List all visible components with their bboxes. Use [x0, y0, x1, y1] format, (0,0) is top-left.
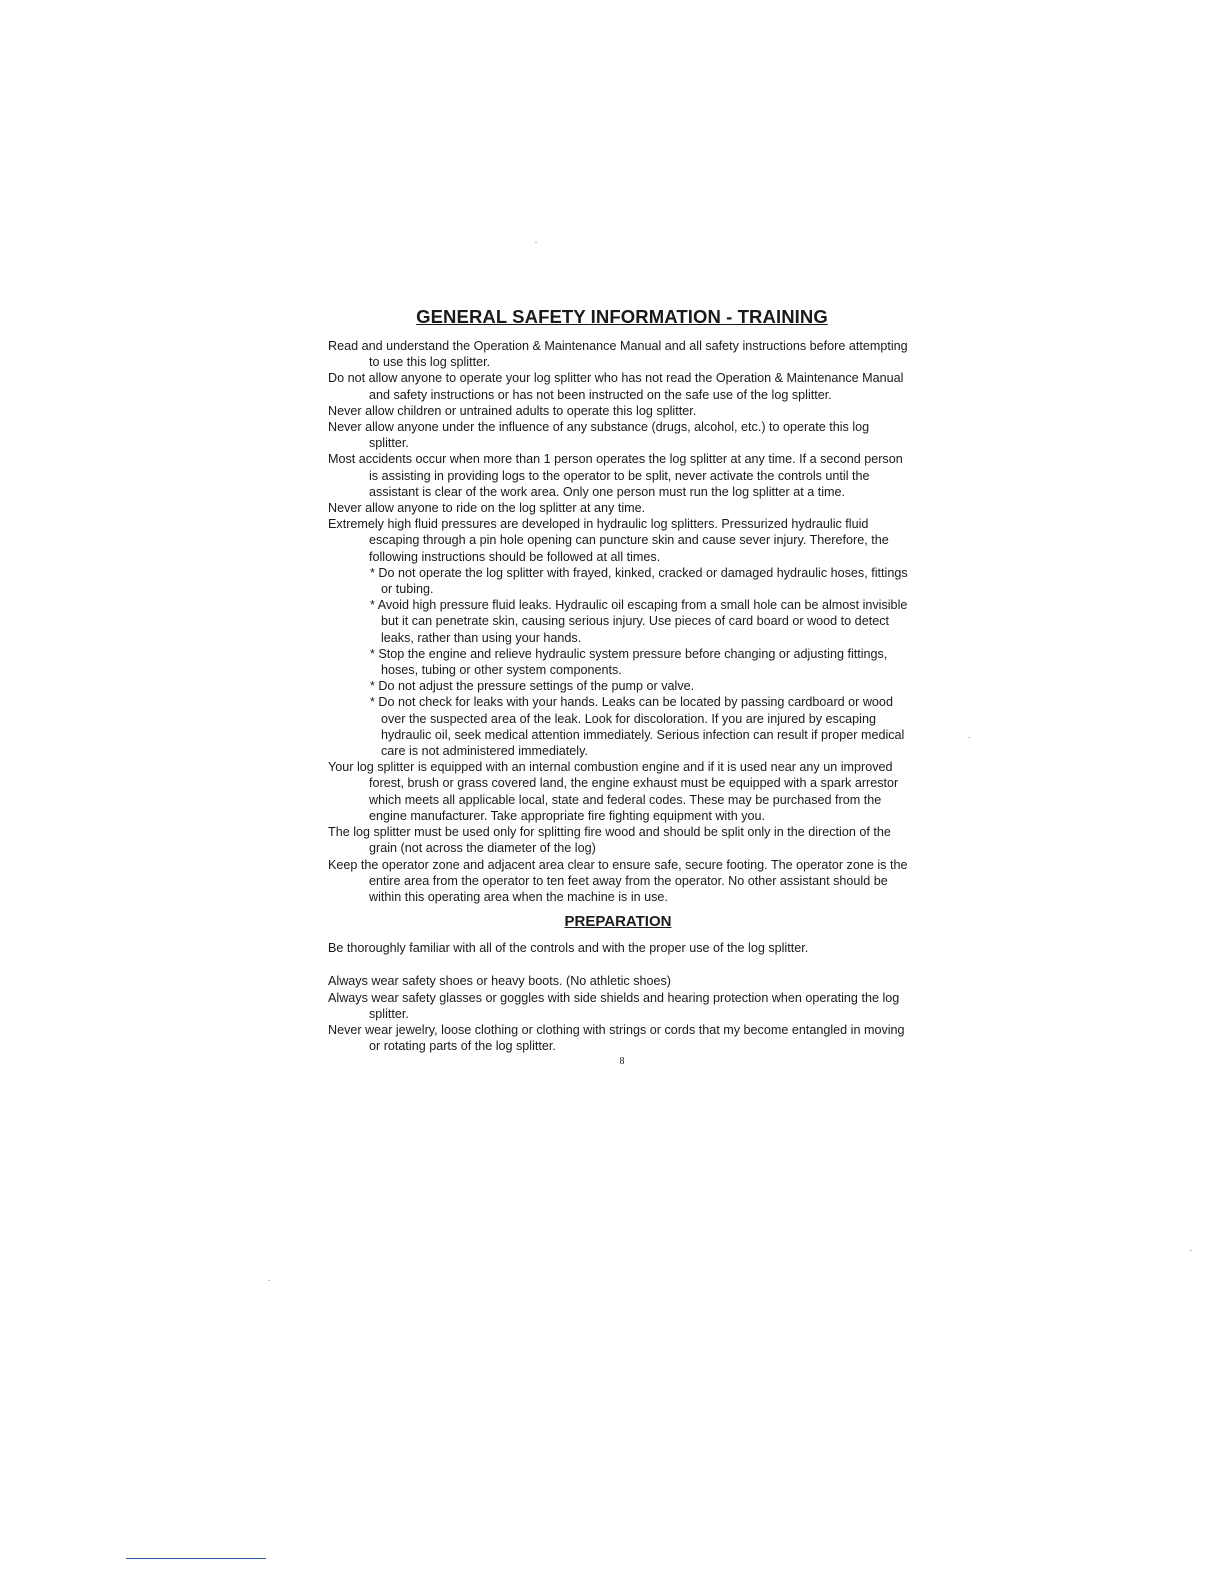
list-item: Your log splitter is equipped with an internal combustion engine and if it is used near any un improved forest, brush or grass covered land, the engine exhaust must be equipped with a spark arrestor which meets all applicable local, state and federal codes. These may be purchased from the engine manufacturer. Take appropriate fire fighting equipment with you.	[328, 760, 899, 823]
bullet-item: * Avoid high pressure fluid leaks. Hydraulic oil escaping from a small hole can be almost invisible but it can penetrate skin, causing serious injury. Use pieces of card board or wood to detect leaks, rather than using your hands.	[370, 598, 908, 645]
list-item: Never allow anyone under the influence of any substance (drugs, alcohol, etc.) to operate this log splitter.	[328, 420, 870, 451]
page-number: 8	[619, 1056, 625, 1068]
list-item: Most accidents occur when more than 1 person operates the log splitter at any time. If a second person is assisting in providing logs to the operator to be split, never activate the controls until the assistant is clear of the work area. Only one person must run the log splitter at a time.	[328, 452, 903, 499]
scan-edge-line	[126, 1558, 266, 1559]
list-item: Read and understand the Operation & Maintenance Manual and all safety instructions before attempting to use this log splitter.	[328, 339, 908, 370]
list-item: Extremely high fluid pressures are developed in hydraulic log splitters. Pressurized hydraulic fluid escaping through a pin hole opening can puncture skin and cause sever injury. Therefore, the following instructions should be followed at all times.	[328, 517, 889, 564]
scan-speck	[535, 242, 537, 243]
list-item: Always wear safety glasses or goggles with side shields and hearing protection when operating the log splitter.	[328, 990, 900, 1021]
scan-speck	[1190, 1250, 1192, 1251]
hydraulic-bullet-list	[328, 565, 908, 759]
scan-speck	[968, 737, 970, 738]
bullet-item: * Do not adjust the pressure settings of the pump or valve.	[370, 679, 695, 694]
preparation-section	[328, 940, 908, 1054]
list-item: Always wear safety shoes or heavy boots. (No athletic shoes)	[328, 974, 671, 989]
list-item: Never allow anyone to ride on the log splitter at any time.	[328, 501, 646, 516]
list-item: Never allow children or untrained adults to operate this log splitter.	[328, 403, 697, 418]
list-item: The log splitter must be used only for splitting fire wood and should be split only in the direction of the grain (not across the diameter of the log)	[328, 825, 891, 856]
list-item: Do not allow anyone to operate your log splitter who has not read the Operation & Maintenance Manual and safety instructions or has not been instructed on the safe use of the log splitter.	[328, 371, 904, 402]
preparation-heading: PREPARATION	[564, 913, 672, 931]
bullet-item: * Do not operate the log splitter with frayed, kinked, cracked or damaged hydraulic hoses, fittings or tubing.	[370, 565, 908, 597]
bullet-item: * Stop the engine and relieve hydraulic system pressure before changing or adjusting fittings, hoses, tubing or other system components.	[370, 646, 888, 678]
list-item: Keep the operator zone and adjacent area clear to ensure safe, secure footing. The operator zone is the entire area from the operator to ten feet away from the operator. No other assistant should be within this operating area when the machine is in use.	[328, 857, 908, 904]
spacer	[328, 956, 908, 973]
bullet-item: * Do not check for leaks with your hands. Leaks can be located by passing cardboard or wood over the suspected area of the leak. Look for discoloration. If you are injured by escaping hydraulic oil, seek medical attention immediately. Serious infection can result if proper medical care is not administered immediately.	[370, 695, 905, 759]
page-title: GENERAL SAFETY INFORMATION - TRAINING	[416, 306, 828, 327]
scan-speck	[268, 1280, 270, 1281]
training-section	[328, 338, 908, 905]
document-page	[328, 306, 908, 1067]
list-item: Never wear jewelry, loose clothing or clothing with strings or cords that my become entangled in moving or rotating parts of the log splitter.	[328, 1022, 905, 1054]
preparation-intro: Be thoroughly familiar with all of the controls and with the proper use of the log splitter.	[328, 941, 809, 956]
